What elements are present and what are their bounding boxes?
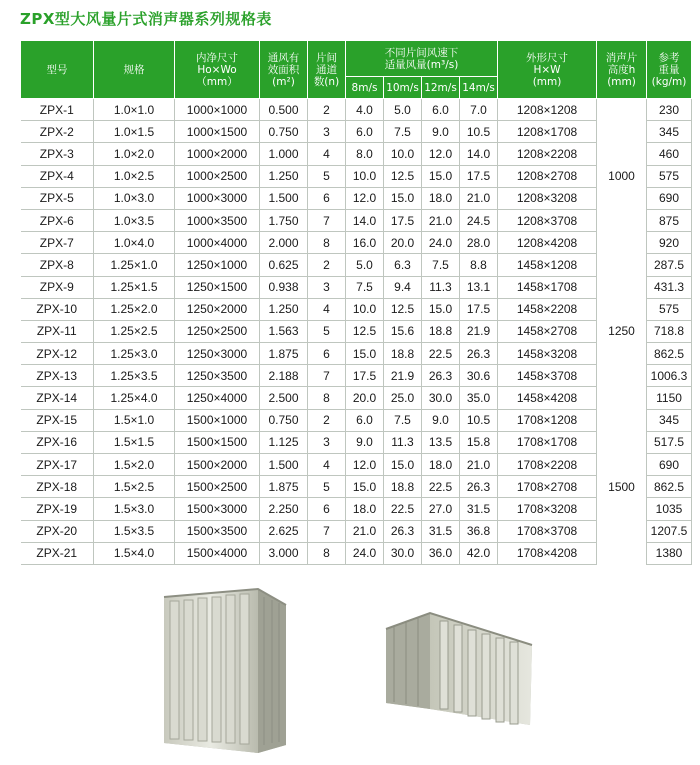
cell-spec: 1.0×2.0: [94, 143, 175, 165]
cell-flow-10: 22.5: [384, 498, 422, 520]
cell-flow-8: 15.0: [346, 476, 384, 498]
cell-channels: 4: [308, 143, 346, 165]
table-row: [21, 320, 692, 342]
cell-weight: 690: [647, 187, 692, 209]
cell-inner-size: 1000×2500: [175, 165, 260, 187]
cell-flow-10: 15.6: [384, 320, 422, 342]
cell-area: 1.000: [260, 143, 308, 165]
cell-flow-12: 9.0: [422, 121, 460, 143]
cell-flow-10: 7.5: [384, 121, 422, 143]
cell-outer-size: 1208×1708: [498, 121, 597, 143]
cell-flow-8: 4.0: [346, 99, 384, 121]
cell-spec: 1.0×3.5: [94, 209, 175, 231]
cell-area: 2.000: [260, 232, 308, 254]
cell-spec: 1.25×2.0: [94, 298, 175, 320]
cell-channels: 2: [308, 409, 346, 431]
cell-weight: 920: [647, 232, 692, 254]
cell-spec: 1.0×1.5: [94, 121, 175, 143]
cell-area: 2.250: [260, 498, 308, 520]
cell-channels: 8: [308, 542, 346, 564]
cell-outer-size: 1708×3708: [498, 520, 597, 542]
cell-inner-size: 1000×3000: [175, 187, 260, 209]
cell-flow-14: 31.5: [460, 498, 498, 520]
cell-outer-size: 1458×3708: [498, 365, 597, 387]
table-row: [21, 121, 692, 143]
cell-outer-size: 1458×1708: [498, 276, 597, 298]
cell-model: ZPX-16: [21, 431, 94, 453]
cell-channels: 4: [308, 454, 346, 476]
cell-spec: 1.25×1.5: [94, 276, 175, 298]
cell-spec: 1.25×4.0: [94, 387, 175, 409]
cell-flow-14: 15.8: [460, 431, 498, 453]
cell-channels: 4: [308, 298, 346, 320]
cell-model: ZPX-6: [21, 209, 94, 231]
table-row: [21, 454, 692, 476]
cell-flow-12: 21.0: [422, 209, 460, 231]
cell-area: 1.750: [260, 209, 308, 231]
cell-flow-12: 6.0: [422, 99, 460, 121]
cell-model: ZPX-9: [21, 276, 94, 298]
cell-spec: 1.5×3.5: [94, 520, 175, 542]
cell-flow-14: 8.8: [460, 254, 498, 276]
cell-flow-8: 20.0: [346, 387, 384, 409]
cell-inner-size: 1250×1500: [175, 276, 260, 298]
cell-weight: 875: [647, 209, 692, 231]
cell-flow-12: 27.0: [422, 498, 460, 520]
cell-model: ZPX-11: [21, 320, 94, 342]
cell-weight: 1035: [647, 498, 692, 520]
table-row: [21, 232, 692, 254]
cell-inner-size: 1250×2500: [175, 320, 260, 342]
cell-channels: 8: [308, 387, 346, 409]
cell-flow-14: 14.0: [460, 143, 498, 165]
cell-flow-14: 7.0: [460, 99, 498, 121]
cell-model: ZPX-17: [21, 454, 94, 476]
table-row: [21, 343, 692, 365]
table-row: [21, 99, 692, 121]
cell-flow-10: 18.8: [384, 343, 422, 365]
cell-model: ZPX-2: [21, 121, 94, 143]
silencer-photo-right: [380, 605, 540, 730]
cell-outer-size: 1208×1208: [498, 99, 597, 121]
table-row: [21, 542, 692, 564]
cell-outer-size: 1458×2708: [498, 320, 597, 342]
cell-flow-14: 17.5: [460, 165, 498, 187]
cell-inner-size: 1000×2000: [175, 143, 260, 165]
cell-channels: 6: [308, 187, 346, 209]
header-channels: 片间 通道 数(n): [308, 41, 346, 99]
cell-inner-size: 1500×2500: [175, 476, 260, 498]
cell-model: ZPX-7: [21, 232, 94, 254]
table-row: [21, 276, 692, 298]
cell-weight: 690: [647, 454, 692, 476]
cell-area: 1.250: [260, 165, 308, 187]
cell-flow-12: 24.0: [422, 232, 460, 254]
table-row: [21, 431, 692, 453]
cell-flow-8: 12.0: [346, 454, 384, 476]
cell-flow-14: 21.9: [460, 320, 498, 342]
cell-spec: 1.5×2.5: [94, 476, 175, 498]
cell-flow-14: 35.0: [460, 387, 498, 409]
cell-flow-10: 6.3: [384, 254, 422, 276]
cell-weight: 1006.3: [647, 365, 692, 387]
cell-model: ZPX-5: [21, 187, 94, 209]
cell-area: 0.938: [260, 276, 308, 298]
cell-weight: 575: [647, 298, 692, 320]
cell-flow-14: 21.0: [460, 187, 498, 209]
cell-outer-size: 1458×3208: [498, 343, 597, 365]
cell-flow-10: 21.9: [384, 365, 422, 387]
cell-flow-12: 22.5: [422, 343, 460, 365]
cell-flow-8: 8.0: [346, 143, 384, 165]
cell-channels: 6: [308, 498, 346, 520]
cell-flow-14: 26.3: [460, 343, 498, 365]
cell-area: 1.500: [260, 187, 308, 209]
cell-height-group: 1500: [597, 409, 647, 564]
cell-flow-8: 6.0: [346, 409, 384, 431]
cell-weight: 1207.5: [647, 520, 692, 542]
cell-flow-12: 31.5: [422, 520, 460, 542]
table-row: [21, 254, 692, 276]
cell-spec: 1.5×4.0: [94, 542, 175, 564]
header-inner-size: 内净尺寸 Ho×Wo （mm）: [175, 41, 260, 99]
silencer-photo-left: [158, 585, 293, 755]
table-row: [21, 387, 692, 409]
cell-flow-14: 30.6: [460, 365, 498, 387]
cell-model: ZPX-4: [21, 165, 94, 187]
cell-area: 1.875: [260, 476, 308, 498]
cell-weight: 431.3: [647, 276, 692, 298]
cell-flow-8: 10.0: [346, 298, 384, 320]
cell-flow-12: 26.3: [422, 365, 460, 387]
cell-inner-size: 1500×1500: [175, 431, 260, 453]
cell-flow-14: 17.5: [460, 298, 498, 320]
cell-area: 1.250: [260, 298, 308, 320]
cell-model: ZPX-21: [21, 542, 94, 564]
cell-flow-12: 13.5: [422, 431, 460, 453]
cell-weight: 862.5: [647, 343, 692, 365]
header-speed-8: 8m/s: [346, 77, 384, 99]
cell-weight: 460: [647, 143, 692, 165]
cell-channels: 3: [308, 276, 346, 298]
cell-flow-8: 12.0: [346, 187, 384, 209]
cell-inner-size: 1500×3500: [175, 520, 260, 542]
cell-model: ZPX-10: [21, 298, 94, 320]
cell-model: ZPX-19: [21, 498, 94, 520]
cell-flow-12: 18.0: [422, 187, 460, 209]
cell-flow-10: 18.8: [384, 476, 422, 498]
header-outer-size: 外形尺寸 H×W (mm): [498, 41, 597, 99]
cell-spec: 1.0×4.0: [94, 232, 175, 254]
cell-flow-8: 9.0: [346, 431, 384, 453]
table-row: [21, 409, 692, 431]
cell-flow-8: 7.5: [346, 276, 384, 298]
cell-inner-size: 1250×3500: [175, 365, 260, 387]
cell-area: 0.625: [260, 254, 308, 276]
cell-flow-10: 26.3: [384, 520, 422, 542]
cell-flow-8: 6.0: [346, 121, 384, 143]
table-row: [21, 143, 692, 165]
cell-flow-10: 15.0: [384, 187, 422, 209]
cell-outer-size: 1708×2208: [498, 454, 597, 476]
cell-weight: 230: [647, 99, 692, 121]
cell-flow-8: 24.0: [346, 542, 384, 564]
cell-flow-8: 16.0: [346, 232, 384, 254]
cell-flow-12: 15.0: [422, 298, 460, 320]
table-row: [21, 365, 692, 387]
cell-flow-10: 11.3: [384, 431, 422, 453]
cell-flow-10: 7.5: [384, 409, 422, 431]
cell-height-group: 1000: [597, 99, 647, 254]
cell-flow-10: 12.5: [384, 165, 422, 187]
cell-inner-size: 1250×3000: [175, 343, 260, 365]
cell-flow-14: 13.1: [460, 276, 498, 298]
cell-channels: 5: [308, 320, 346, 342]
cell-flow-14: 21.0: [460, 454, 498, 476]
table-row: [21, 209, 692, 231]
cell-outer-size: 1708×4208: [498, 542, 597, 564]
header-spec: 规格: [94, 41, 175, 99]
cell-flow-8: 15.0: [346, 343, 384, 365]
cell-flow-12: 18.0: [422, 454, 460, 476]
cell-flow-10: 12.5: [384, 298, 422, 320]
cell-outer-size: 1708×1708: [498, 431, 597, 453]
header-height: 消声片 高度h (mm): [597, 41, 647, 99]
cell-model: ZPX-14: [21, 387, 94, 409]
cell-model: ZPX-1: [21, 99, 94, 121]
spec-table-body: [21, 99, 692, 565]
cell-area: 3.000: [260, 542, 308, 564]
cell-channels: 7: [308, 209, 346, 231]
cell-flow-8: 17.5: [346, 365, 384, 387]
cell-height-group: 1250: [597, 254, 647, 409]
cell-spec: 1.5×1.5: [94, 431, 175, 453]
cell-flow-12: 15.0: [422, 165, 460, 187]
cell-outer-size: 1458×4208: [498, 387, 597, 409]
cell-inner-size: 1500×3000: [175, 498, 260, 520]
header-weight: 参考 重量 (kg/m): [647, 41, 692, 99]
header-speed-14: 14m/s: [460, 77, 498, 99]
cell-outer-size: 1708×2708: [498, 476, 597, 498]
cell-area: 0.500: [260, 99, 308, 121]
cell-flow-8: 14.0: [346, 209, 384, 231]
cell-flow-8: 18.0: [346, 498, 384, 520]
cell-channels: 5: [308, 165, 346, 187]
header-speed-12: 12m/s: [422, 77, 460, 99]
cell-channels: 7: [308, 365, 346, 387]
cell-flow-12: 12.0: [422, 143, 460, 165]
cell-flow-14: 10.5: [460, 121, 498, 143]
cell-flow-10: 5.0: [384, 99, 422, 121]
cell-flow-12: 11.3: [422, 276, 460, 298]
cell-outer-size: 1708×1208: [498, 409, 597, 431]
cell-flow-10: 9.4: [384, 276, 422, 298]
table-row: [21, 187, 692, 209]
cell-channels: 8: [308, 232, 346, 254]
cell-weight: 1150: [647, 387, 692, 409]
cell-spec: 1.25×3.0: [94, 343, 175, 365]
page-title: ZPX型大风量片式消声器系列规格表: [20, 10, 272, 28]
cell-flow-12: 18.8: [422, 320, 460, 342]
cell-spec: 1.5×1.0: [94, 409, 175, 431]
cell-flow-12: 7.5: [422, 254, 460, 276]
cell-outer-size: 1208×2208: [498, 143, 597, 165]
cell-weight: 862.5: [647, 476, 692, 498]
cell-model: ZPX-18: [21, 476, 94, 498]
cell-weight: 345: [647, 409, 692, 431]
cell-flow-8: 5.0: [346, 254, 384, 276]
cell-model: ZPX-15: [21, 409, 94, 431]
cell-channels: 2: [308, 254, 346, 276]
cell-spec: 1.25×2.5: [94, 320, 175, 342]
cell-flow-10: 30.0: [384, 542, 422, 564]
cell-flow-14: 42.0: [460, 542, 498, 564]
cell-inner-size: 1000×1000: [175, 99, 260, 121]
cell-flow-14: 10.5: [460, 409, 498, 431]
cell-area: 0.750: [260, 409, 308, 431]
cell-channels: 6: [308, 343, 346, 365]
header-model: 型号: [21, 41, 94, 99]
cell-channels: 5: [308, 476, 346, 498]
cell-flow-14: 24.5: [460, 209, 498, 231]
cell-area: 1.125: [260, 431, 308, 453]
header-speed-10: 10m/s: [384, 77, 422, 99]
cell-channels: 7: [308, 520, 346, 542]
cell-inner-size: 1000×3500: [175, 209, 260, 231]
cell-outer-size: 1458×2208: [498, 298, 597, 320]
cell-flow-14: 26.3: [460, 476, 498, 498]
cell-spec: 1.0×2.5: [94, 165, 175, 187]
cell-outer-size: 1708×3208: [498, 498, 597, 520]
cell-flow-12: 36.0: [422, 542, 460, 564]
cell-flow-14: 28.0: [460, 232, 498, 254]
cell-flow-10: 15.0: [384, 454, 422, 476]
cell-area: 2.188: [260, 365, 308, 387]
cell-inner-size: 1250×2000: [175, 298, 260, 320]
table-row: [21, 165, 692, 187]
cell-outer-size: 1208×3208: [498, 187, 597, 209]
cell-area: 0.750: [260, 121, 308, 143]
cell-channels: 3: [308, 121, 346, 143]
cell-model: ZPX-8: [21, 254, 94, 276]
cell-weight: 287.5: [647, 254, 692, 276]
cell-spec: 1.0×1.0: [94, 99, 175, 121]
cell-model: ZPX-3: [21, 143, 94, 165]
cell-inner-size: 1000×4000: [175, 232, 260, 254]
cell-flow-10: 17.5: [384, 209, 422, 231]
cell-outer-size: 1458×1208: [498, 254, 597, 276]
cell-flow-8: 10.0: [346, 165, 384, 187]
cell-flow-12: 30.0: [422, 387, 460, 409]
cell-area: 2.500: [260, 387, 308, 409]
table-row: [21, 498, 692, 520]
cell-area: 1.500: [260, 454, 308, 476]
cell-weight: 718.8: [647, 320, 692, 342]
cell-flow-10: 10.0: [384, 143, 422, 165]
cell-inner-size: 1250×4000: [175, 387, 260, 409]
cell-flow-10: 25.0: [384, 387, 422, 409]
cell-flow-8: 21.0: [346, 520, 384, 542]
cell-inner-size: 1500×2000: [175, 454, 260, 476]
header-airflow: 不同片间风速下 适量风量(m³/s): [346, 41, 498, 77]
cell-area: 1.875: [260, 343, 308, 365]
table-row: [21, 520, 692, 542]
cell-outer-size: 1208×4208: [498, 232, 597, 254]
cell-weight: 517.5: [647, 431, 692, 453]
cell-flow-8: 12.5: [346, 320, 384, 342]
cell-area: 2.625: [260, 520, 308, 542]
cell-model: ZPX-12: [21, 343, 94, 365]
header-area: 通风有 效面积 (m²): [260, 41, 308, 99]
spec-table: [20, 40, 692, 565]
cell-inner-size: 1250×1000: [175, 254, 260, 276]
cell-spec: 1.0×3.0: [94, 187, 175, 209]
cell-flow-14: 36.8: [460, 520, 498, 542]
cell-inner-size: 1500×1000: [175, 409, 260, 431]
cell-inner-size: 1000×1500: [175, 121, 260, 143]
cell-spec: 1.5×3.0: [94, 498, 175, 520]
cell-flow-12: 9.0: [422, 409, 460, 431]
cell-channels: 2: [308, 99, 346, 121]
cell-channels: 3: [308, 431, 346, 453]
cell-inner-size: 1500×4000: [175, 542, 260, 564]
cell-spec: 1.25×1.0: [94, 254, 175, 276]
table-row: [21, 298, 692, 320]
cell-model: ZPX-13: [21, 365, 94, 387]
cell-outer-size: 1208×3708: [498, 209, 597, 231]
cell-spec: 1.25×3.5: [94, 365, 175, 387]
cell-weight: 1380: [647, 542, 692, 564]
cell-weight: 575: [647, 165, 692, 187]
cell-weight: 345: [647, 121, 692, 143]
cell-outer-size: 1208×2708: [498, 165, 597, 187]
cell-flow-12: 22.5: [422, 476, 460, 498]
cell-spec: 1.5×2.0: [94, 454, 175, 476]
cell-model: ZPX-20: [21, 520, 94, 542]
table-row: [21, 476, 692, 498]
cell-flow-10: 20.0: [384, 232, 422, 254]
cell-area: 1.563: [260, 320, 308, 342]
